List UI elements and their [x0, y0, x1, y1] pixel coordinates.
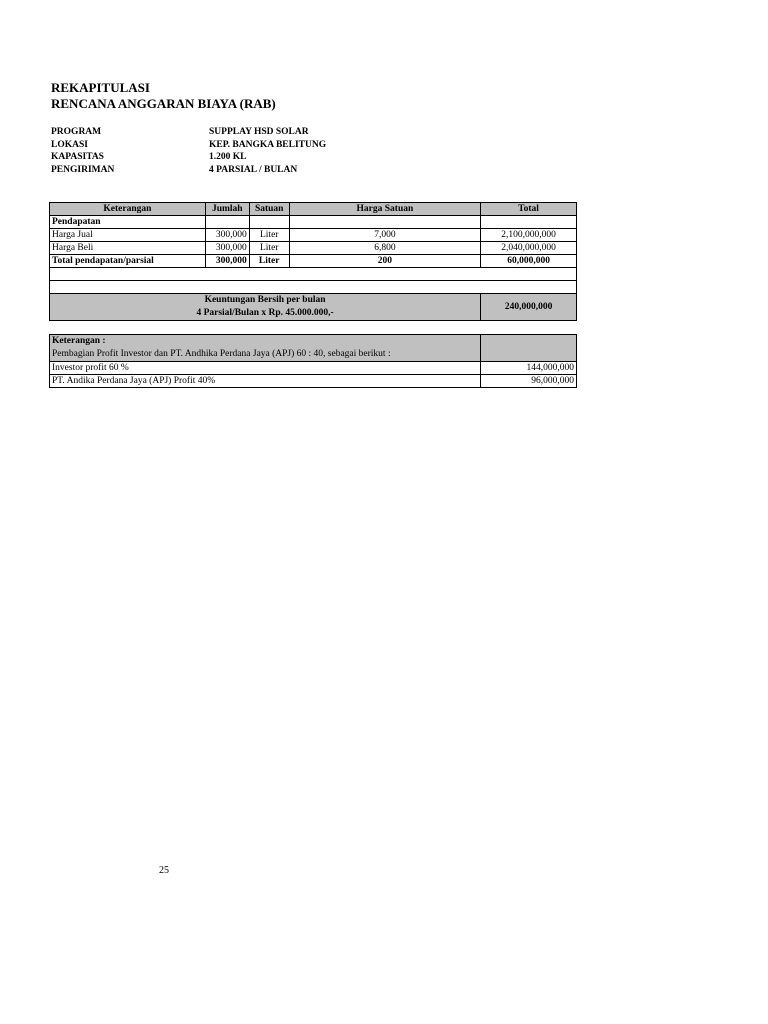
share-label: PT. Andika Perdana Jaya (APJ) Profit 40% [50, 375, 481, 388]
document-subtitle: RENCANA ANGGARAN BIAYA (RAB) [51, 96, 276, 111]
table-header-row [50, 203, 577, 216]
profit-row [50, 294, 577, 321]
header-jumlah: Jumlah [205, 203, 249, 216]
info-value: SUPPLAY HSD SOLAR [209, 127, 309, 137]
spacer-row [50, 268, 577, 281]
keterangan-table [49, 334, 577, 388]
page-number: 25 [159, 865, 169, 876]
header-keterangan: Keterangan [50, 203, 206, 216]
section-label: Pendapatan [50, 216, 206, 229]
empty-cell [249, 216, 289, 229]
empty-cell [481, 335, 577, 362]
cell-total: 2,040,000,000 [481, 242, 577, 255]
profit-line2: 4 Parsial/Bulan x Rp. 45.000.000,- [196, 308, 334, 318]
info-row-lokasi [51, 139, 326, 152]
info-row-kapasitas [51, 151, 326, 164]
share-value: 96,000,000 [481, 375, 577, 388]
info-label: KAPASITAS [51, 152, 104, 162]
total-label: Total pendapatan/parsial [50, 255, 206, 268]
keterangan-title: Keterangan : [52, 336, 106, 346]
total-harga: 200 [289, 255, 480, 268]
cell-keterangan: Harga Beli [50, 242, 206, 255]
cell-satuan: Liter [249, 242, 289, 255]
program-info [51, 126, 326, 176]
empty-cell [481, 216, 577, 229]
share-value: 144,000,000 [481, 362, 577, 375]
total-jumlah: 300,000 [205, 255, 249, 268]
empty-cell [50, 268, 577, 281]
table-row [50, 229, 577, 242]
cell-harga: 6,800 [289, 242, 480, 255]
total-satuan: Liter [249, 255, 289, 268]
section-row [50, 216, 577, 229]
cell-jumlah: 300,000 [205, 229, 249, 242]
info-value: KEP. BANGKA BELITUNG [209, 139, 327, 150]
cell-jumlah: 300,000 [205, 242, 249, 255]
info-label: PENGIRIMAN [51, 164, 115, 175]
cell-satuan: Liter [249, 229, 289, 242]
total-row [50, 255, 577, 268]
info-row-pengiriman [51, 164, 326, 177]
cell-keterangan: Harga Jual [50, 229, 206, 242]
empty-cell [205, 216, 249, 229]
info-row-program [51, 126, 326, 139]
keterangan-header-row [50, 335, 577, 362]
document-title: REKAPITULASI [51, 80, 150, 95]
spacer-row [50, 281, 577, 294]
header-harga-satuan: Harga Satuan [289, 203, 480, 216]
table-row [50, 375, 577, 388]
table-row [50, 362, 577, 375]
header-total: Total [481, 203, 577, 216]
table-row [50, 242, 577, 255]
rab-table [49, 202, 577, 321]
cell-harga: 7,000 [289, 229, 480, 242]
info-value: 4 PARSIAL / BULAN [209, 164, 298, 175]
share-label: Investor profit 60 % [50, 362, 481, 375]
total-value: 60,000,000 [481, 255, 577, 268]
info-label: PROGRAM [51, 127, 102, 137]
profit-value: 240,000,000 [481, 294, 577, 321]
keterangan-text [50, 335, 481, 362]
header-satuan: Satuan [249, 203, 289, 216]
info-label: LOKASI [51, 139, 88, 150]
empty-cell [50, 281, 577, 294]
empty-cell [289, 216, 480, 229]
profit-line1: Keuntungan Bersih per bulan [204, 295, 326, 305]
keterangan-desc: Pembagian Profit Investor dan PT. Andhika Perdana Jaya (APJ) 60 : 40, sebagai berikut : [52, 349, 391, 359]
info-value: 1.200 KL [209, 152, 247, 162]
profit-label [50, 294, 481, 321]
cell-total: 2,100,000,000 [481, 229, 577, 242]
